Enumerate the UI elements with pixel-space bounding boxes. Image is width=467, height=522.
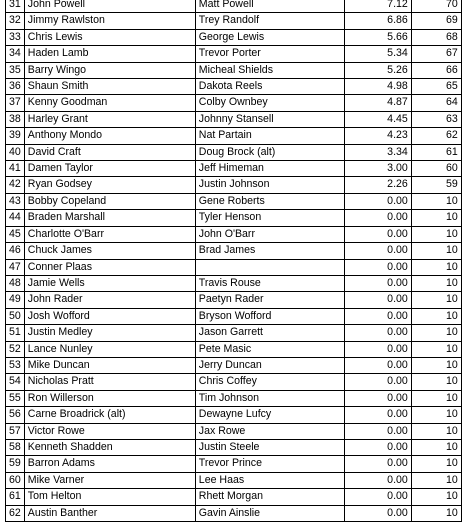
points-cell[interactable]: 10 [411, 439, 461, 455]
score-cell[interactable]: 0.00 [344, 226, 411, 242]
rank-cell[interactable]: 46 [6, 243, 25, 259]
rank-cell[interactable]: 62 [6, 505, 25, 521]
rank-cell[interactable]: 59 [6, 456, 25, 472]
rank-cell[interactable]: 43 [6, 193, 25, 209]
standings-table-body [6, 0, 462, 522]
rank-cell[interactable]: 52 [6, 341, 25, 357]
score-cell[interactable]: 7.12 [344, 0, 411, 13]
player2-cell[interactable] [195, 259, 344, 275]
table-row [6, 193, 462, 209]
player1-cell[interactable]: Ryan Godsey [24, 177, 195, 193]
table-row [6, 423, 462, 439]
points-cell[interactable]: 10 [411, 423, 461, 439]
points-cell[interactable]: 62 [411, 128, 461, 144]
points-cell[interactable]: 10 [411, 472, 461, 488]
table-row [6, 13, 462, 29]
points-cell[interactable]: 10 [411, 226, 461, 242]
rank-cell[interactable]: 31 [6, 0, 25, 13]
rank-cell[interactable]: 40 [6, 144, 25, 160]
table-row [6, 161, 462, 177]
table-row [6, 0, 462, 13]
player1-cell[interactable]: Haden Lamb [24, 46, 195, 62]
table-row [6, 439, 462, 455]
player2-cell[interactable]: Justin Steele [195, 439, 344, 455]
rank-cell[interactable]: 55 [6, 390, 25, 406]
rank-cell[interactable]: 49 [6, 292, 25, 308]
points-cell[interactable]: 63 [411, 111, 461, 127]
player2-cell[interactable]: George Lewis [195, 29, 344, 45]
rank-cell[interactable]: 61 [6, 489, 25, 505]
player2-cell[interactable]: Paetyn Rader [195, 292, 344, 308]
rank-cell[interactable]: 53 [6, 357, 25, 373]
rank-cell[interactable]: 41 [6, 161, 25, 177]
player2-cell[interactable]: Lee Haas [195, 472, 344, 488]
player2-cell[interactable]: Jerry Duncan [195, 357, 344, 373]
player1-cell[interactable]: Charlotte O'Barr [24, 226, 195, 242]
table-row [6, 357, 462, 373]
rank-cell[interactable]: 32 [6, 13, 25, 29]
player2-cell[interactable]: Doug Brock (alt) [195, 144, 344, 160]
score-cell[interactable]: 0.00 [344, 210, 411, 226]
points-cell[interactable]: 10 [411, 210, 461, 226]
player1-cell[interactable]: Kenneth Shadden [24, 439, 195, 455]
table-row [6, 210, 462, 226]
points-cell[interactable]: 10 [411, 308, 461, 324]
table-row [6, 374, 462, 390]
rank-cell[interactable]: 44 [6, 210, 25, 226]
player2-cell[interactable]: Bryson Wofford [195, 308, 344, 324]
player1-cell[interactable]: Conner Plaas [24, 259, 195, 275]
table-row [6, 472, 462, 488]
points-cell[interactable]: 67 [411, 46, 461, 62]
player2-cell[interactable]: Jason Garrett [195, 325, 344, 341]
table-row [6, 62, 462, 78]
rank-cell[interactable]: 54 [6, 374, 25, 390]
points-cell[interactable]: 10 [411, 259, 461, 275]
table-row [6, 505, 462, 521]
player1-cell[interactable]: Victor Rowe [24, 423, 195, 439]
rank-cell[interactable]: 57 [6, 423, 25, 439]
rank-cell[interactable]: 47 [6, 259, 25, 275]
points-cell[interactable]: 69 [411, 13, 461, 29]
table-row [6, 226, 462, 242]
player1-cell[interactable]: Barron Adams [24, 456, 195, 472]
score-cell[interactable]: 4.87 [344, 95, 411, 111]
player2-cell[interactable]: Matt Powell [195, 0, 344, 13]
score-cell[interactable]: 0.00 [344, 407, 411, 423]
score-cell[interactable]: 0.00 [344, 472, 411, 488]
table-row [6, 341, 462, 357]
player2-cell[interactable]: Tim Johnson [195, 390, 344, 406]
table-row [6, 390, 462, 406]
rank-cell[interactable]: 36 [6, 79, 25, 95]
player1-cell[interactable]: Carne Broadrick (alt) [24, 407, 195, 423]
rank-cell[interactable]: 39 [6, 128, 25, 144]
player2-cell[interactable]: Gavin Ainslie [195, 505, 344, 521]
score-cell[interactable]: 0.00 [344, 390, 411, 406]
player2-cell[interactable]: Justin Johnson [195, 177, 344, 193]
score-cell[interactable]: 0.00 [344, 292, 411, 308]
table-row [6, 308, 462, 324]
rank-cell[interactable]: 33 [6, 29, 25, 45]
score-cell[interactable]: 5.66 [344, 29, 411, 45]
table-row [6, 243, 462, 259]
player2-cell[interactable]: Jeff Himeman [195, 161, 344, 177]
rank-cell[interactable]: 35 [6, 62, 25, 78]
rank-cell[interactable]: 56 [6, 407, 25, 423]
rank-cell[interactable]: 34 [6, 46, 25, 62]
points-cell[interactable]: 10 [411, 407, 461, 423]
table-row [6, 259, 462, 275]
player2-cell[interactable]: John O'Barr [195, 226, 344, 242]
table-row [6, 46, 462, 62]
player1-cell[interactable]: John Rader [24, 292, 195, 308]
player1-cell[interactable]: Chris Lewis [24, 29, 195, 45]
player2-cell[interactable]: Gene Roberts [195, 193, 344, 209]
score-cell[interactable]: 0.00 [344, 259, 411, 275]
player1-cell[interactable]: Ron Willerson [24, 390, 195, 406]
player1-cell[interactable]: Mike Varner [24, 472, 195, 488]
player1-cell[interactable]: Mike Duncan [24, 357, 195, 373]
player2-cell[interactable]: Trey Randolf [195, 13, 344, 29]
rank-cell[interactable]: 50 [6, 308, 25, 324]
points-cell[interactable]: 10 [411, 193, 461, 209]
points-cell[interactable]: 10 [411, 357, 461, 373]
score-cell[interactable]: 0.00 [344, 439, 411, 455]
score-cell[interactable]: 5.34 [344, 46, 411, 62]
player1-cell[interactable]: Chuck James [24, 243, 195, 259]
player1-cell[interactable]: Lance Nunley [24, 341, 195, 357]
table-row [6, 325, 462, 341]
score-cell[interactable]: 0.00 [344, 243, 411, 259]
score-cell[interactable]: 0.00 [344, 308, 411, 324]
points-cell[interactable]: 10 [411, 456, 461, 472]
player1-cell[interactable]: Justin Medley [24, 325, 195, 341]
points-cell[interactable]: 68 [411, 29, 461, 45]
player2-cell[interactable]: Trevor Porter [195, 46, 344, 62]
player1-cell[interactable]: Harley Grant [24, 111, 195, 127]
player2-cell[interactable]: Pete Masic [195, 341, 344, 357]
table-row [6, 275, 462, 291]
player2-cell[interactable]: Jax Rowe [195, 423, 344, 439]
table-row [6, 79, 462, 95]
rank-cell[interactable]: 51 [6, 325, 25, 341]
points-cell[interactable]: 10 [411, 243, 461, 259]
player1-cell[interactable]: Anthony Mondo [24, 128, 195, 144]
score-cell[interactable]: 3.34 [344, 144, 411, 160]
player1-cell[interactable]: John Powell [24, 0, 195, 13]
player2-cell[interactable]: Colby Ownbey [195, 95, 344, 111]
table-row [6, 489, 462, 505]
player2-cell[interactable]: Johnny Stansell [195, 111, 344, 127]
points-cell[interactable]: 59 [411, 177, 461, 193]
score-cell[interactable]: 4.45 [344, 111, 411, 127]
player2-cell[interactable]: Dewayne Lufcy [195, 407, 344, 423]
player2-cell[interactable]: Dakota Reels [195, 79, 344, 95]
score-cell[interactable]: 0.00 [344, 275, 411, 291]
player1-cell[interactable]: Braden Marshall [24, 210, 195, 226]
score-cell[interactable]: 3.00 [344, 161, 411, 177]
player1-cell[interactable]: David Craft [24, 144, 195, 160]
player1-cell[interactable]: Bobby Copeland [24, 193, 195, 209]
rank-cell[interactable]: 60 [6, 472, 25, 488]
player2-cell[interactable]: Trevor Prince [195, 456, 344, 472]
player1-cell[interactable]: Jimmy Rawlston [24, 13, 195, 29]
rank-cell[interactable]: 42 [6, 177, 25, 193]
player1-cell[interactable]: Nicholas Pratt [24, 374, 195, 390]
table-row [6, 128, 462, 144]
table-row [6, 456, 462, 472]
points-cell[interactable]: 10 [411, 341, 461, 357]
player2-cell[interactable]: Micheal Shields [195, 62, 344, 78]
table-row [6, 292, 462, 308]
points-cell[interactable]: 64 [411, 95, 461, 111]
rank-cell[interactable]: 45 [6, 226, 25, 242]
player1-cell[interactable]: Kenny Goodman [24, 95, 195, 111]
points-cell[interactable]: 61 [411, 144, 461, 160]
table-row [6, 407, 462, 423]
score-cell[interactable]: 4.98 [344, 79, 411, 95]
rank-cell[interactable]: 38 [6, 111, 25, 127]
points-cell[interactable]: 10 [411, 390, 461, 406]
player1-cell[interactable]: Barry Wingo [24, 62, 195, 78]
points-cell[interactable]: 70 [411, 0, 461, 13]
player2-cell[interactable]: Rhett Morgan [195, 489, 344, 505]
rank-cell[interactable]: 48 [6, 275, 25, 291]
player1-cell[interactable]: Josh Wofford [24, 308, 195, 324]
score-cell[interactable]: 4.23 [344, 128, 411, 144]
player1-cell[interactable]: Shaun Smith [24, 79, 195, 95]
points-cell[interactable]: 10 [411, 292, 461, 308]
points-cell[interactable]: 66 [411, 62, 461, 78]
rank-cell[interactable]: 58 [6, 439, 25, 455]
player2-cell[interactable]: Brad James [195, 243, 344, 259]
table-row [6, 95, 462, 111]
score-cell[interactable]: 0.00 [344, 193, 411, 209]
player2-cell[interactable]: Nat Partain [195, 128, 344, 144]
player1-cell[interactable]: Austin Banther [24, 505, 195, 521]
points-cell[interactable]: 10 [411, 325, 461, 341]
table-row [6, 177, 462, 193]
player1-cell[interactable]: Tom Helton [24, 489, 195, 505]
score-cell[interactable]: 5.26 [344, 62, 411, 78]
player2-cell[interactable]: Travis Rouse [195, 275, 344, 291]
score-cell[interactable]: 0.00 [344, 423, 411, 439]
score-cell[interactable]: 0.00 [344, 341, 411, 357]
standings-table [5, 0, 462, 522]
points-cell[interactable]: 65 [411, 79, 461, 95]
score-cell[interactable]: 6.86 [344, 13, 411, 29]
score-cell[interactable]: 0.00 [344, 505, 411, 521]
score-cell[interactable]: 0.00 [344, 374, 411, 390]
table-row [6, 111, 462, 127]
points-cell[interactable]: 10 [411, 489, 461, 505]
points-cell[interactable]: 10 [411, 505, 461, 521]
score-cell[interactable]: 0.00 [344, 357, 411, 373]
player2-cell[interactable]: Chris Coffey [195, 374, 344, 390]
rank-cell[interactable]: 37 [6, 95, 25, 111]
score-cell[interactable]: 2.26 [344, 177, 411, 193]
table-row [6, 29, 462, 45]
points-cell[interactable]: 10 [411, 275, 461, 291]
player1-cell[interactable]: Jamie Wells [24, 275, 195, 291]
table-row [6, 144, 462, 160]
score-cell[interactable]: 0.00 [344, 489, 411, 505]
score-cell[interactable]: 0.00 [344, 325, 411, 341]
player2-cell[interactable]: Tyler Henson [195, 210, 344, 226]
score-cell[interactable]: 0.00 [344, 456, 411, 472]
points-cell[interactable]: 10 [411, 374, 461, 390]
points-cell[interactable]: 60 [411, 161, 461, 177]
player1-cell[interactable]: Damen Taylor [24, 161, 195, 177]
